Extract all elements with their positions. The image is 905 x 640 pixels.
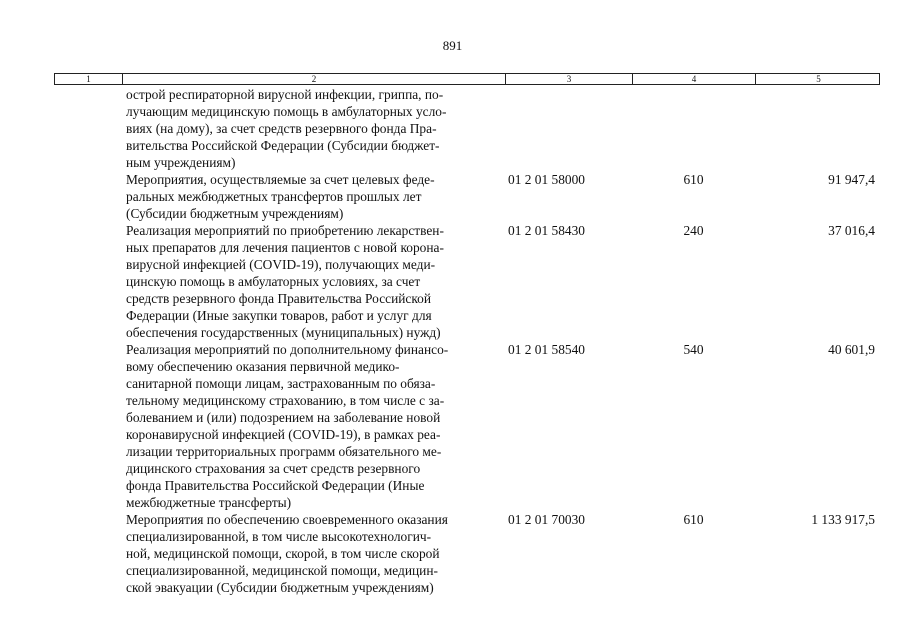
row-code: 01 2 01 58000	[508, 172, 585, 187]
row-expense-type: 610	[683, 512, 704, 527]
column-header-5: 5	[816, 74, 821, 84]
row-description: острой респираторной вирусной инфекции, гриппа, по- лучающим медицинскую помощь в амбулаторных усло- виях (на дому), за счет средств резервного фонда Пра- вительства Российской Федерации (Субсидии бюджет- ным учреждениям)	[126, 87, 447, 170]
row-code: 01 2 01 58540	[508, 342, 585, 357]
table-row	[54, 222, 880, 341]
row-expense-type: 540	[683, 342, 704, 357]
column-header-2: 2	[123, 74, 506, 84]
row-code: 01 2 01 70030	[508, 512, 585, 527]
column-header-4: 4	[633, 74, 756, 84]
row-amount: 91 947,4	[828, 172, 875, 187]
row-description: Реализация мероприятий по приобретению лекарствен- ных препаратов для лечения пациентов с новой корона- вирусной инфекцией (COVID-19), получающих меди- цинскую помощь в амбулаторных условиях, за счет средств резервного фонда Правительства Российской Федерации (Иные закупки товаров, работ и услуг для обеспечения государственных (муниципальных) нужд)	[126, 223, 444, 340]
column-header-3: 3	[506, 74, 633, 84]
table-row	[54, 511, 880, 596]
row-expense-type: 610	[683, 172, 704, 187]
table-header-row	[54, 73, 880, 85]
row-description: Мероприятия по обеспечению своевременного оказания специализированной, в том числе высокотехнологич- ной, медицинской помощи, скорой, в том числе скорой специализированной, медицинской помощи, медицин- ской эвакуации (Субсидии бюджетным учреждениям)	[126, 512, 448, 595]
row-amount: 40 601,9	[828, 342, 875, 357]
row-amount: 1 133 917,5	[811, 512, 875, 527]
table-row	[54, 86, 880, 171]
table-row	[54, 171, 880, 222]
table-row	[54, 341, 880, 511]
column-header-1: 1	[55, 74, 123, 84]
row-amount: 37 016,4	[828, 223, 875, 238]
row-expense-type: 240	[683, 223, 704, 238]
row-description: Мероприятия, осуществляемые за счет целевых феде- ральных межбюджетных трансфертов прошлых лет (Субсидии бюджетным учреждениям)	[126, 172, 435, 221]
row-code: 01 2 01 58430	[508, 223, 585, 238]
budget-table-body	[54, 86, 880, 596]
row-description: Реализация мероприятий по дополнительному финансо- вому обеспечению оказания первичной медико- санитарной помощи лицам, застрахованным по обяза- тельному медицинскому страхованию, в том числе с за- болеванием и (или) подозрением на заболевание новой коронавирусной инфекцией (COVID-19), в рамках реа- лизации территориальных программ обязательного ме- дицинского страхования за счет средств резервного фонда Правительства Российской Федерации (Иные межбюджетные трансферты)	[126, 342, 449, 510]
page-number: 891	[442, 38, 463, 53]
